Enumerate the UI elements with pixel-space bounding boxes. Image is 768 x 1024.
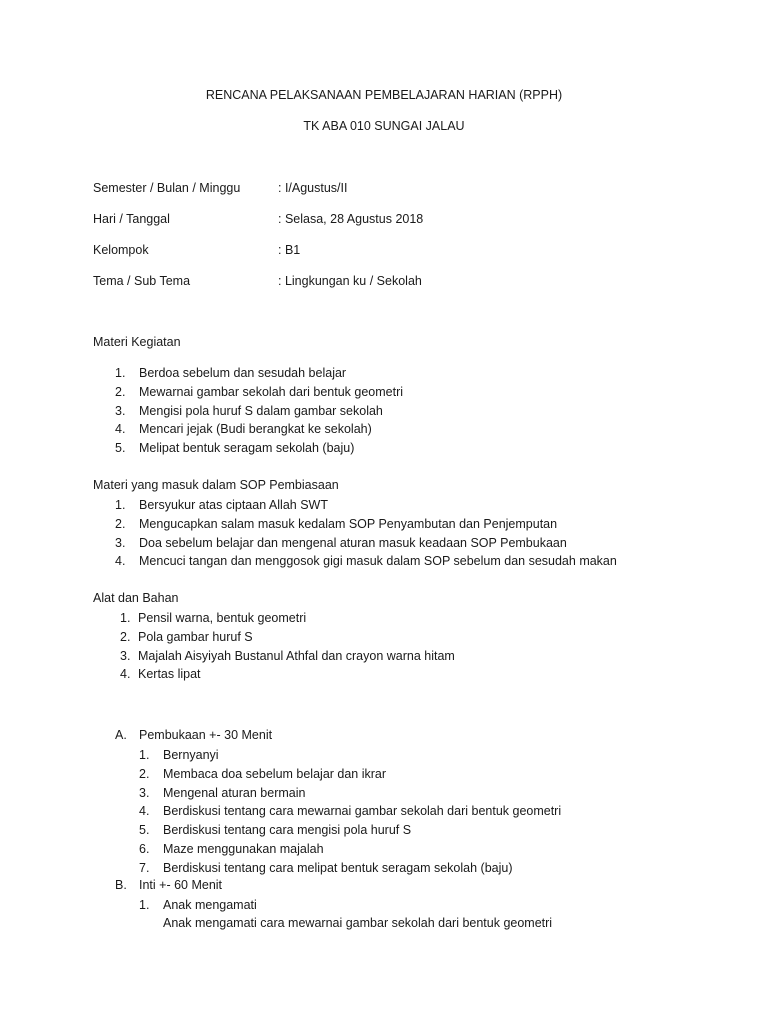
item-text: Berdiskusi tentang cara mengisi pola huruf S (163, 823, 412, 838)
info-value-date: : Selasa, 28 Agustus 2018 (278, 212, 424, 226)
item-text: Mencari jejak (Budi berangkat ke sekolah) (139, 422, 372, 437)
item-number: 2. (115, 516, 126, 531)
item-number: 1. (139, 898, 150, 912)
item-text: Majalah Aisyiyah Bustanul Athfal dan crayon warna hitam (138, 648, 455, 663)
document-title: RENCANA PELAKSANAAN PEMBELAJARAN HARIAN (RPPH) (205, 88, 563, 102)
item-number: 7. (139, 860, 150, 875)
item-text: Pensil warna, bentuk geometri (138, 611, 307, 625)
item-text: Doa sebelum belajar dan mengenal aturan masuk keadaan SOP Pembukaan (139, 535, 567, 550)
item-number: 3. (139, 785, 150, 800)
info-label-semester: Semester / Bulan / Minggu (93, 181, 241, 195)
item-number: 4. (115, 422, 126, 437)
section-a-letter: A. (115, 728, 127, 742)
item-text: Mencuci tangan dan menggosok gigi masuk dalam SOP sebelum dan sesudah makan (139, 554, 617, 569)
item-text: Bernyanyi (163, 748, 219, 762)
info-value-theme: : Lingkungan ku / Sekolah (278, 274, 422, 288)
item-text: Kertas lipat (138, 667, 201, 682)
section-b-letter: B. (115, 878, 127, 892)
item-text: Maze menggunakan majalah (163, 841, 324, 856)
item-text: Mengucapkan salam masuk kedalam SOP Penyambutan dan Penjemputan (139, 516, 558, 531)
item-text: Membaca doa sebelum belajar dan ikrar (163, 766, 387, 781)
item-number: 6. (139, 841, 150, 856)
item-text: Mengisi pola huruf S dalam gambar sekolah (139, 403, 383, 418)
item-number: 1. (120, 611, 131, 625)
section-b-heading: Inti +- 60 Menit (139, 878, 223, 892)
item-text: Pola gambar huruf S (138, 629, 253, 644)
item-text: Berdoa sebelum dan sesudah belajar (139, 366, 347, 380)
item-number: 3. (115, 403, 126, 418)
school-name: TK ABA 010 SUNGAI JALAU (303, 119, 465, 133)
item-number: 1. (115, 366, 126, 380)
materi-kegiatan-heading: Materi Kegiatan (93, 335, 181, 349)
item-number: 1. (139, 748, 150, 762)
section-a-heading: Pembukaan +- 30 Menit (139, 728, 273, 742)
item-text: Bersyukur atas ciptaan Allah SWT (139, 498, 328, 512)
info-label-date: Hari / Tanggal (93, 212, 170, 226)
info-label-theme: Tema / Sub Tema (93, 274, 191, 288)
item-number: 4. (115, 554, 126, 569)
info-label-group: Kelompok (93, 243, 149, 257)
alat-bahan-heading: Alat dan Bahan (93, 591, 179, 605)
item-text: Mengenal aturan bermain (163, 785, 306, 800)
item-number: 3. (115, 535, 126, 550)
item-text: Melipat bentuk seragam sekolah (baju) (139, 441, 355, 456)
item-number: 4. (120, 667, 131, 682)
item-text: Anak mengamati (163, 898, 257, 912)
item-number: 5. (139, 823, 150, 838)
item-number: 4. (139, 804, 150, 819)
info-value-group: : B1 (278, 243, 301, 257)
item-number: 5. (115, 441, 126, 456)
item-text: Berdiskusi tentang cara mewarnai gambar sekolah dari bentuk geometri (163, 804, 562, 819)
materi-sop-heading: Materi yang masuk dalam SOP Pembiasaan (93, 478, 339, 492)
section-b-subtext: Anak mengamati cara mewarnai gambar sekolah dari bentuk geometri (163, 916, 553, 930)
item-number: 2. (115, 384, 126, 399)
item-number: 2. (120, 629, 131, 644)
info-value-semester: : I/Agustus/II (278, 181, 348, 195)
item-number: 3. (120, 648, 131, 663)
item-text: Mewarnai gambar sekolah dari bentuk geometri (139, 384, 404, 399)
item-text: Berdiskusi tentang cara melipat bentuk seragam sekolah (baju) (163, 860, 513, 875)
item-number: 2. (139, 766, 150, 781)
item-number: 1. (115, 498, 126, 512)
